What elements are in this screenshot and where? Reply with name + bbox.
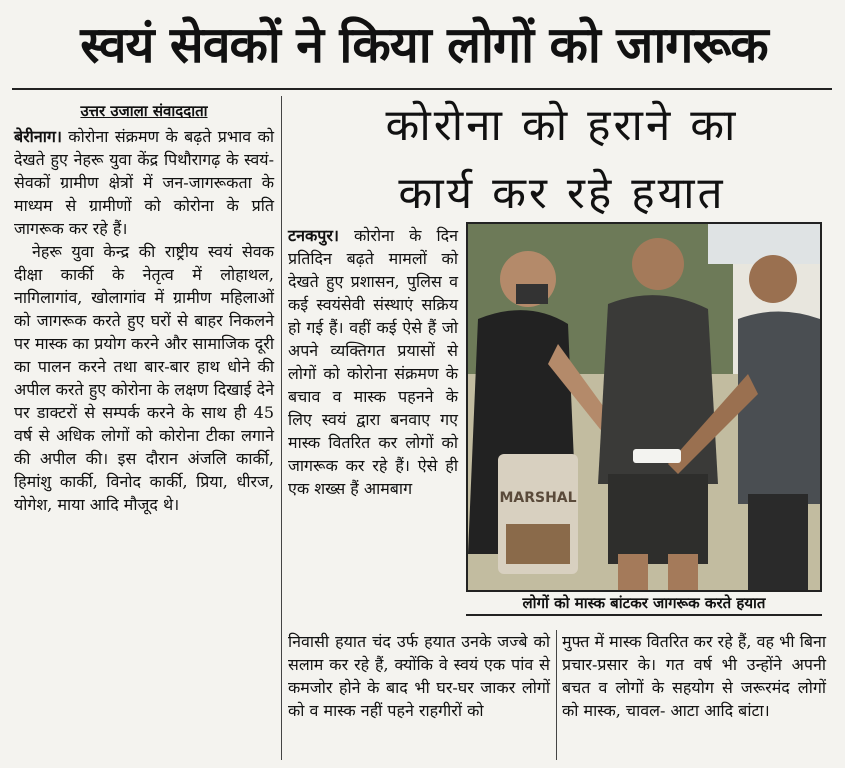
story2-column-2 (288, 630, 550, 722)
story2-column-1 (288, 224, 458, 500)
story2-column-3 (562, 630, 826, 722)
story1-paragraph-1 (14, 125, 274, 240)
story2-dateline: टनकपुर। (288, 226, 339, 245)
bag-label: MARSHAL (499, 490, 577, 506)
photo-illustration (468, 224, 820, 590)
main-headline: स्वयं सेवकों ने किया लोगों को जागरूक (80, 16, 768, 74)
story2-p1-text: कोरोना के दिन प्रतिदिन बढ़ते मामलों को देखते हुए प्रशासन, पुलिस व कई स्वयंसेवी संस्थाएं सक्रिय हो गई हैं। वहीं कई ऐसे हैं जो अपने व्यक्तिगत प्रयासों से लोगों को कोरोना संक्रमण के बचाव व मास्क पहनने के लिए स्वयं द्वारा बनवाए गए मास्क वितरित कर लोगों को जागरूक कर रहे हैं। ऐसे ही एक शख्स हैं आमबाग (288, 226, 458, 498)
story1-dateline: बेरीनाग। (14, 127, 62, 146)
story1-paragraph-2: नेहरू युवा केन्द्र की राष्ट्रीय स्वयं सेवक दीक्षा कार्की के नेतृत्व में लोहाथल, नागिलागांव, खोलागांव में ग्रामीण महिलाओं को जागरूक करते हुए घरों से बाहर निकलने पर मास्क का प्रयोग करने और सामाजिक दूरी का पालन करने तथा बार-बार हाथ धोने की अपील करते हुए कोरोना के लक्षण दिखाई देने पर डाक्टरों से सम्पर्क करने के साथ ही 45 वर्ष से अधिक लोगों को कोरोना टीका लगाने की अपील की। इस दौरान अंजलि कार्की, हिमांशु कार्की, विनोद कार्की, प्रिया, धीरज, योगेश, माया आदि मौजूद थे। (14, 242, 274, 514)
story2-paragraph-2: निवासी हयात चंद उर्फ हयात उनके जज्बे को सलाम कर रहे हैं, क्योंकि वे स्वयं एक पांव से कमजोर होने के बाद भी घर-घर जाकर लोगों को व मास्क नहीं पहने राहगीरों को (288, 632, 550, 720)
story1-p1-text: कोरोना संक्रमण के बढ़ते प्रभाव को देखते हुए नेहरू युवा केंद्र पिथौरागढ़ के स्वयं- सेवकों ग्रामीण क्षेत्रों में जन-जागरूकता के माध्यम से ग्रामीणों को कोरोना के प्रति जागरूक कर रहे हैं। (14, 127, 274, 238)
bottom-column-divider (556, 630, 557, 760)
story2-headline-line2: कार्य कर रहे हयात (398, 168, 726, 219)
story1-column (14, 100, 274, 516)
column-divider (281, 96, 282, 760)
story2-headline (292, 92, 832, 228)
story2-headline-line1: कोरोना को हराने का (385, 100, 739, 151)
story1-byline: उत्तर उजाला संवाददाता (80, 102, 208, 120)
news-photo (466, 222, 822, 592)
photo-caption: लोगों को मास्क बांटकर जागरूक करते हयात (466, 592, 822, 616)
story2-paragraph-3: मुफ्त में मास्क वितरित कर रहे हैं, वह भी बिना प्रचार-प्रसार के। गत वर्ष भी उन्होंने अपनी बचत व लोगों के सहयोग से जरूरमंद लोगों को मास्क, चावल- आटा आदि बांटा। (562, 632, 826, 720)
story2-paragraph-1 (288, 224, 458, 500)
headline-rule (12, 88, 832, 90)
